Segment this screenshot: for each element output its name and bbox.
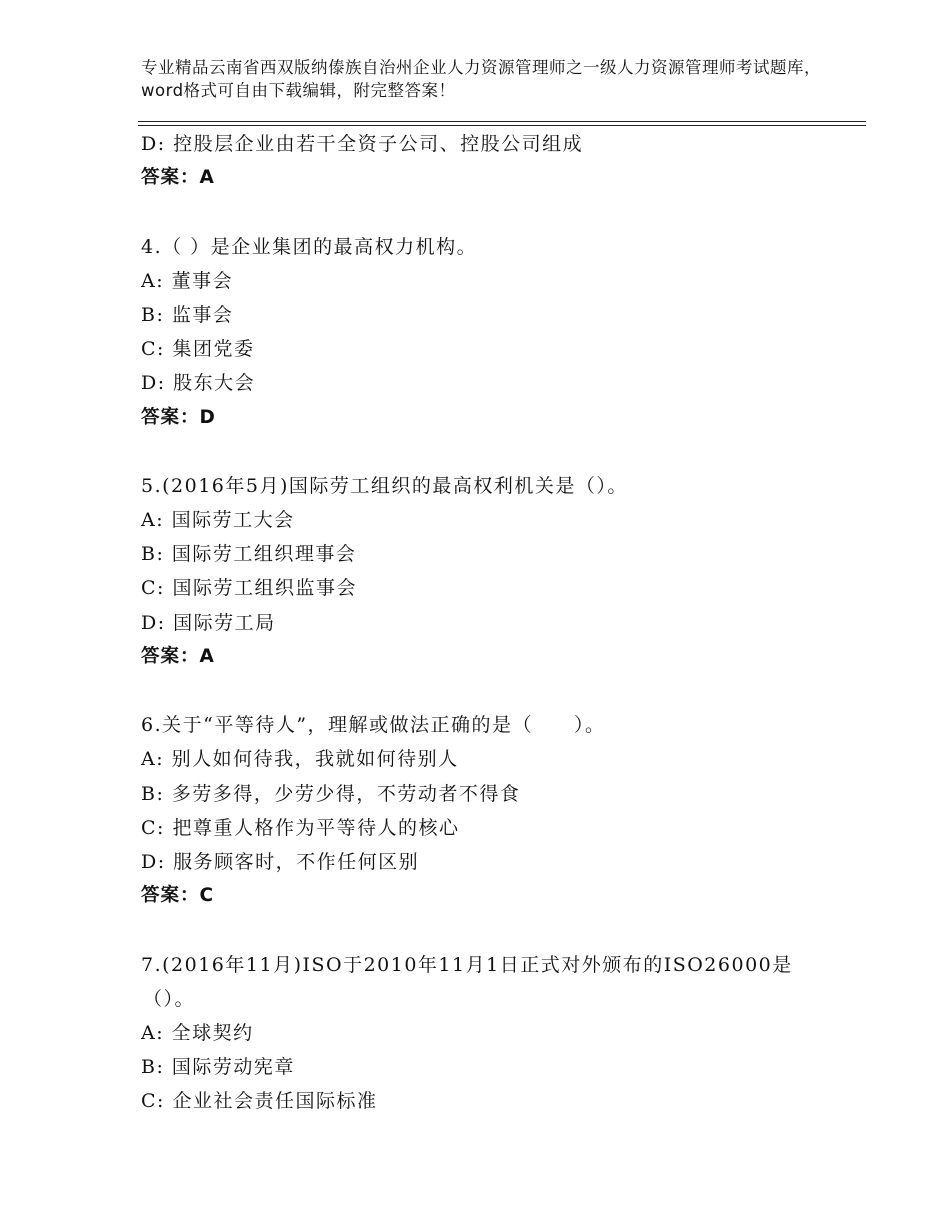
option-line: D: 控股层企业由若干全资子公司、控股公司组成 — [141, 133, 584, 155]
answer-line: 答案：A — [141, 645, 215, 667]
option-line: D: 国际劳工局 — [141, 611, 276, 634]
option-line: A: 别人如何待我，我就如何待别人 — [141, 748, 459, 771]
question-text: 6.关于“平等待人”，理解或做法正确的是（ ）。 — [141, 714, 606, 737]
spacer — [141, 913, 841, 947]
option-line: B: 多劳多得，少劳少得，不劳动者不得食 — [141, 782, 521, 805]
option-line: B: 国际劳工组织理事会 — [141, 543, 357, 566]
answer-line: 答案：C — [141, 885, 215, 907]
spacer — [141, 674, 841, 708]
option-line: C: 把尊重人格作为平等待人的核心 — [141, 816, 460, 839]
option-line: C: 集团党委 — [141, 338, 255, 361]
header-divider-top — [138, 121, 866, 122]
question-text: 5.(2016年5月)国际劳工组织的最高权利机关是（）。 — [141, 474, 628, 497]
question-list — [141, 127, 841, 1118]
option-line: C: 企业社会责任国际标准 — [141, 1090, 378, 1113]
option-line: D: 股东大会 — [141, 372, 256, 395]
option-line: B: 监事会 — [141, 303, 234, 326]
question-text: 7.(2016年11月)ISO于2010年11月1日正式对外颁布的ISO26000是 — [141, 953, 793, 976]
option-line: B: 国际劳动宪章 — [141, 1056, 295, 1079]
option-line: A: 全球契约 — [141, 1021, 254, 1044]
option-line: A: 董事会 — [141, 269, 234, 292]
answer-line: 答案：D — [141, 406, 216, 428]
answer-line: 答案：A — [141, 167, 215, 189]
header-divider-bottom — [138, 125, 866, 126]
option-line: C: 国际劳工组织监事会 — [141, 577, 357, 600]
page-header-title: 专业精品云南省西双版纳傣族自治州企业人力资源管理师之一级人力资源管理师考试题库，word格式可自由下载编辑，附完整答案！ — [141, 58, 821, 100]
spacer — [141, 195, 841, 229]
option-line: A: 国际劳工大会 — [141, 509, 295, 532]
question-text: 4.（ ）是企业集团的最高权力机构。 — [141, 235, 478, 258]
question-text-continued: （）。 — [143, 987, 196, 1010]
spacer — [141, 435, 841, 469]
option-line: D: 服务顾客时，不作任何区别 — [141, 850, 420, 873]
